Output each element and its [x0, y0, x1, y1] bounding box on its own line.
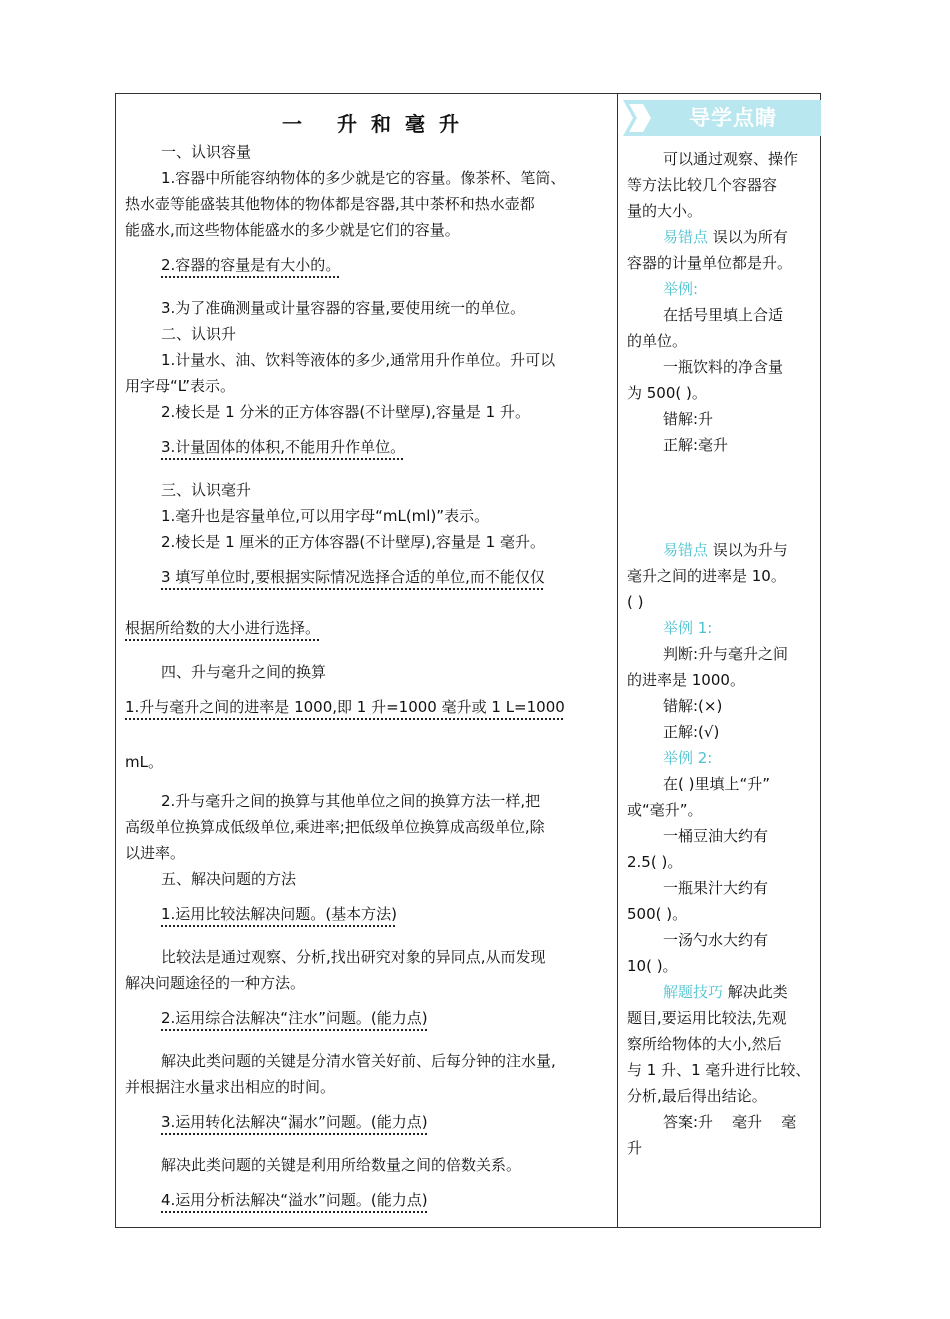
side-text: 误以为升与: [712, 541, 788, 559]
paragraph-line: 解决此类问题的关键是分清水管关好前、后每分钟的注水量,: [161, 1052, 556, 1070]
paragraph-line: 能盛水,而这些物体能盛水的多少就是它们的容量。: [125, 221, 460, 239]
side-line: 为 500( )。: [627, 384, 707, 402]
side-line: 判断:升与毫升之间: [663, 645, 789, 663]
paragraph-line: 以进率。: [125, 844, 186, 862]
side-line: 容器的计量单位都是升。: [627, 254, 793, 272]
paragraph-line: 2.棱长是 1 分米的正方体容器(不计壁厚),容量是 1 升。: [161, 403, 530, 421]
guide-banner: [623, 100, 821, 136]
side-line: 在( )里填上“升”: [663, 775, 771, 793]
method-title: 3.运用转化法解决“漏水”问题。(能力点): [161, 1113, 428, 1131]
side-text: 误以为所有: [712, 228, 788, 246]
side-line: 分析,最后得出结论。: [627, 1087, 767, 1105]
side-line: 500( )。: [627, 905, 688, 923]
example-label: 举例 1:: [663, 619, 713, 637]
paragraph-line: 用字母“L”表示。: [125, 377, 235, 395]
side-line: 一瓶果汁大约有: [663, 879, 769, 897]
side-line: 在括号里填上合适: [663, 306, 784, 324]
side-line: 可以通过观察、操作: [663, 150, 799, 168]
example-label: 举例 2:: [663, 749, 713, 767]
paragraph-line: 2.棱长是 1 厘米的正方体容器(不计壁厚),容量是 1 毫升。: [161, 533, 545, 551]
side-line: 的进率是 1000。: [627, 671, 745, 689]
side-line: 错解:(×): [663, 697, 723, 715]
mistake-label: 易错点: [663, 228, 709, 246]
paragraph-line: 热水壶等能盛装其他物体的物体都是容器,其中茶杯和热水壶都: [125, 195, 535, 213]
side-line: 毫升之间的进率是 10。: [627, 567, 786, 585]
side-text: 解决此类: [727, 983, 788, 1001]
paragraph-line: 解决此类问题的关键是利用所给数量之间的倍数关系。: [161, 1156, 522, 1174]
side-line: 题目,要运用比较法,先观: [627, 1009, 787, 1027]
section-heading: 三、认识毫升: [161, 481, 252, 499]
paragraph-line: 1.计量水、油、饮料等液体的多少,通常用升作单位。升可以: [161, 351, 556, 369]
answer-line: 答案:升 毫升 毫: [663, 1113, 797, 1131]
side-line: 2.5( )。: [627, 853, 683, 871]
section-heading: 四、升与毫升之间的换算: [161, 663, 327, 681]
section-heading: 一、认识容量: [161, 143, 252, 161]
paragraph-line: 2.升与毫升之间的换算与其他单位之间的换算方法一样,把: [161, 792, 541, 810]
paragraph-line: 解决问题途径的一种方法。: [125, 974, 306, 992]
side-line: [663, 537, 788, 563]
tip-label: 解题技巧: [663, 983, 724, 1001]
column-divider: [617, 93, 618, 1228]
side-line: 正解:(√): [663, 723, 720, 741]
answer-line: 升: [627, 1139, 643, 1157]
side-line: 一桶豆油大约有: [663, 827, 769, 845]
side-line: 等方法比较几个容器容: [627, 176, 778, 194]
side-line: 一瓶饮料的净含量: [663, 358, 784, 376]
side-line: 量的大小。: [627, 202, 703, 220]
key-point: 2.容器的容量是有大小的。: [161, 256, 341, 274]
paragraph-line: 比较法是通过观察、分析,找出研究对象的异同点,从而发现: [161, 948, 546, 966]
method-title: 4.运用分析法解决“溢水”问题。(能力点): [161, 1191, 428, 1209]
paragraph-line: mL。: [125, 753, 163, 771]
paragraph-line: 高级单位换算成低级单位,乘进率;把低级单位换算成高级单位,除: [125, 818, 545, 836]
side-line: 与 1 升、1 毫升进行比较、: [627, 1061, 811, 1079]
method-title: 2.运用综合法解决“注水”问题。(能力点): [161, 1009, 428, 1027]
side-line: 的单位。: [627, 332, 688, 350]
paragraph-line: 1.容器中所能容纳物体的多少就是它的容量。像茶杯、笔筒、: [161, 169, 566, 187]
key-point: 根据所给数的大小进行选择。: [125, 619, 321, 637]
section-heading: 五、解决问题的方法: [161, 870, 297, 888]
method-title: 1.运用比较法解决问题。(基本方法): [161, 905, 398, 923]
key-point: 3 填写单位时,要根据实际情况选择合适的单位,而不能仅仅: [161, 568, 545, 586]
side-line: 错解:升: [663, 410, 714, 428]
side-line: 正解:毫升: [663, 436, 729, 454]
side-line: 或“毫升”。: [627, 801, 703, 819]
banner-title: 导学点睛: [689, 106, 777, 130]
side-line: [663, 979, 788, 1005]
mistake-label: 易错点: [663, 541, 709, 559]
side-line: 10( )。: [627, 957, 678, 975]
example-label: 举例:: [663, 280, 699, 298]
side-line: ( ): [627, 593, 644, 611]
section-heading: 二、认识升: [161, 325, 237, 343]
page-title: 一 升和毫升: [282, 112, 473, 136]
key-point: 3.计量固体的体积,不能用升作单位。: [161, 438, 406, 456]
side-line: [663, 224, 788, 250]
paragraph-line: 3.为了准确测量或计量容器的容量,要使用统一的单位。: [161, 299, 526, 317]
side-line: 一汤勺水大约有: [663, 931, 769, 949]
paragraph-line: 1.毫升也是容量单位,可以用字母“mL(ml)”表示。: [161, 507, 490, 525]
key-point: 1.升与毫升之间的进率是 1000,即 1 升=1000 毫升或 1 L=1000: [125, 698, 565, 716]
side-line: 察所给物体的大小,然后: [627, 1035, 782, 1053]
paragraph-line: 并根据注水量求出相应的时间。: [125, 1078, 336, 1096]
